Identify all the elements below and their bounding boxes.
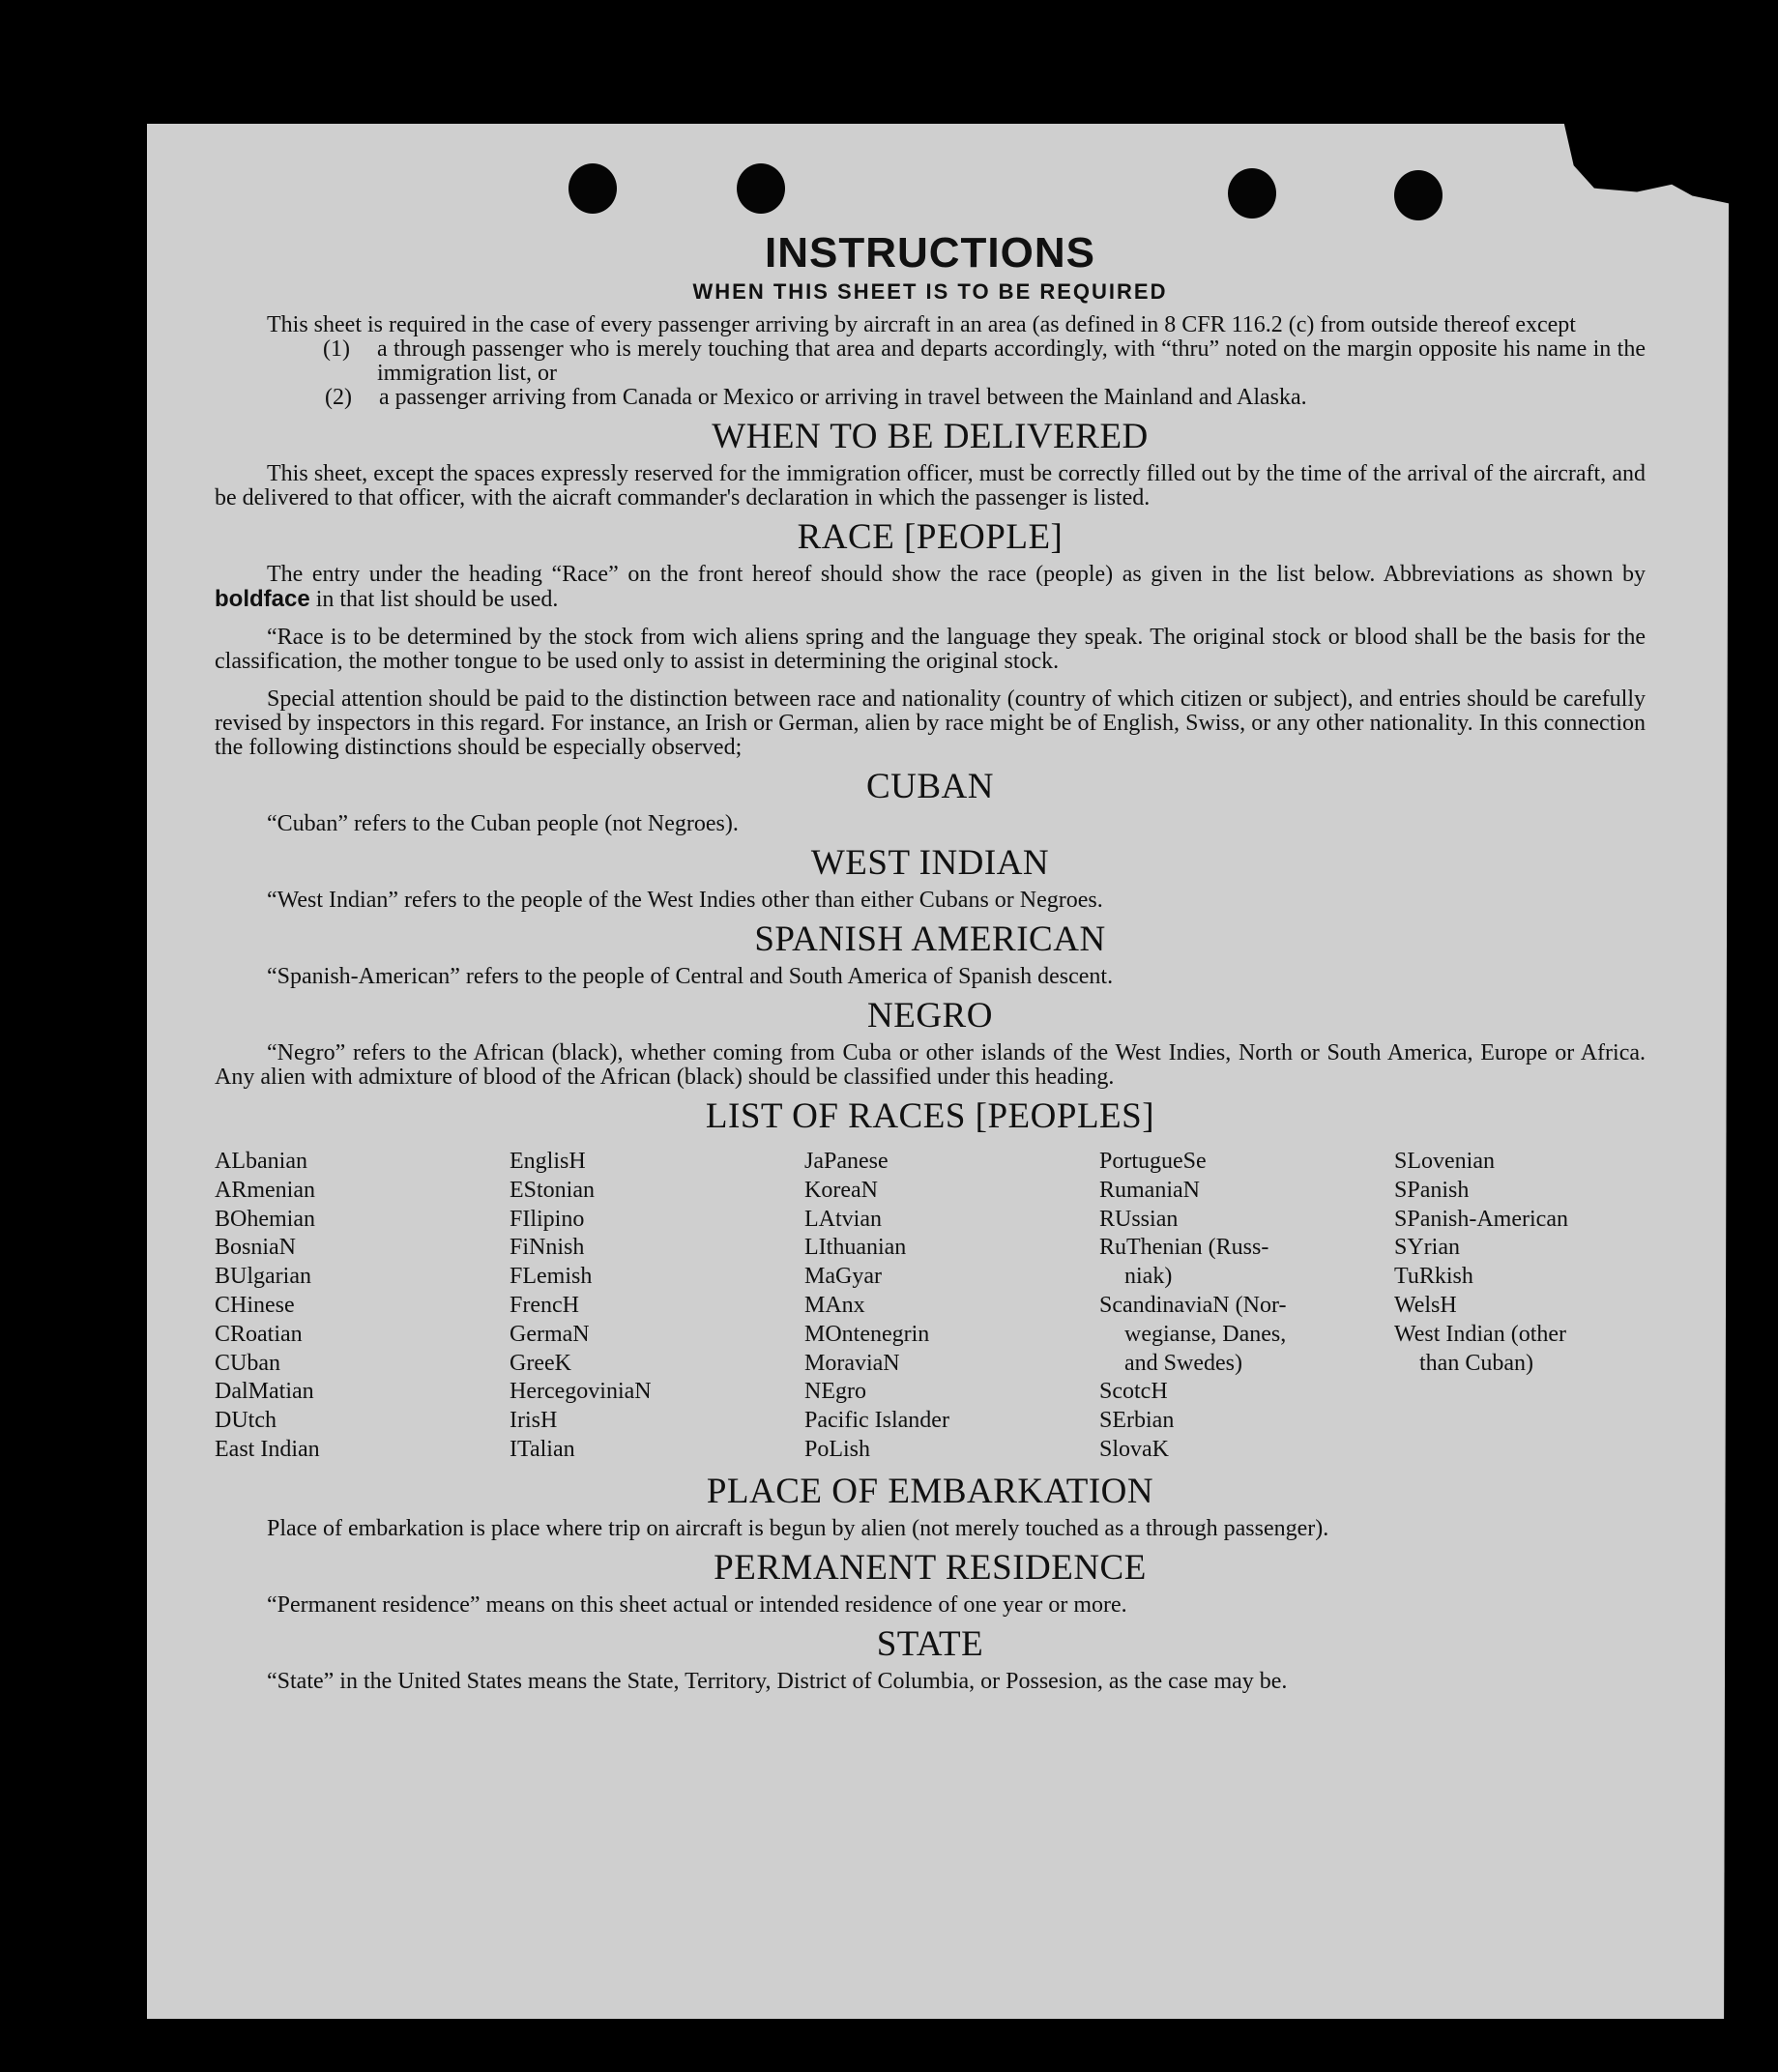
races-list: [215, 1148, 1646, 1465]
page-subtitle: WHEN THIS SHEET IS TO BE REQUIRED: [692, 279, 1168, 304]
race-entry: and Swedes): [1124, 1350, 1242, 1376]
exception-text: a passenger arriving from Canada or Mexico or arriving in travel between the Mainland and Alaska.: [379, 385, 1307, 410]
document-content: [215, 228, 1646, 1694]
page-title: INSTRUCTIONS: [765, 229, 1095, 277]
race-entry: SPanish: [1394, 1177, 1470, 1203]
race-entry: LAtvian: [804, 1206, 882, 1232]
race-entry: DUtch: [215, 1408, 277, 1434]
race-entry: MAnx: [804, 1292, 865, 1318]
race-entry: FrencH: [510, 1292, 579, 1318]
race-entry: East Indian: [215, 1436, 320, 1462]
race-entry: CHinese: [215, 1292, 295, 1318]
race-entry: NEgro: [804, 1379, 866, 1405]
residence-paragraph: “Permanent residence” means on this sheet actual or intended residence of one year or more.: [267, 1591, 1127, 1618]
section-heading-cuban: CUBAN: [865, 767, 995, 806]
exception-number: (2): [325, 385, 352, 410]
spanish-american-paragraph: “Spanish-American” refers to the people of Central and South America of Spanish descent.: [267, 964, 1114, 989]
race-entry: FLemish: [510, 1264, 593, 1290]
race-entry: GreeK: [510, 1350, 571, 1376]
punch-hole: [737, 163, 785, 214]
race-entry: MoraviaN: [804, 1350, 900, 1376]
race-entry: ScandinaviaN (Nor-: [1099, 1292, 1287, 1318]
race-entry: Pacific Islander: [804, 1408, 949, 1434]
race-entry: CRoatian: [215, 1321, 303, 1347]
race-entry: RuThenian (Russ-: [1099, 1235, 1269, 1261]
section-heading-spanish-american: SPANISH AMERICAN: [754, 919, 1106, 959]
race-entry: than Cuban): [1419, 1350, 1533, 1376]
race-entry: ITalian: [510, 1436, 575, 1462]
race-entry: BOhemian: [215, 1206, 315, 1232]
embarkation-paragraph: Place of embarkation is place where trip on aircraft is begun by alien (not merely touched as a through passenger).: [267, 1515, 1329, 1541]
punch-hole: [568, 163, 617, 214]
race-entry: PoLish: [804, 1436, 871, 1462]
cuban-paragraph: “Cuban” refers to the Cuban people (not Negroes).: [267, 811, 739, 836]
race-entry: SYrian: [1394, 1235, 1460, 1261]
race-entry: RumaniaN: [1099, 1177, 1200, 1203]
exception-item: [215, 386, 1646, 410]
race-entry: BosniaN: [215, 1235, 296, 1261]
race-entry: LIthuanian: [804, 1235, 907, 1261]
section-heading-race: RACE [PEOPLE]: [797, 517, 1064, 557]
race-entry: MOntenegrin: [804, 1321, 930, 1347]
race-entry: SLovenian: [1394, 1149, 1495, 1174]
race-entry: JaPanese: [804, 1149, 889, 1174]
race-entry: RUssian: [1099, 1206, 1179, 1232]
races-column: [215, 1148, 510, 1465]
race-entry: DalMatian: [215, 1379, 314, 1405]
race-entry: ScotcH: [1099, 1379, 1168, 1405]
section-heading-west-indian: WEST INDIAN: [810, 843, 1050, 883]
race-entry: ALbanian: [215, 1149, 307, 1174]
race-paragraph-2: “Race is to be determined by the stock from wich aliens spring and the language they speak. The original stock or blood shall be the basis for the classification, the mother tongue to be used only to assist in determining the original stock.: [215, 625, 1646, 674]
race-text: in that list should be used.: [309, 587, 559, 612]
race-entry: FiNnish: [510, 1235, 585, 1261]
exception-number: (1): [323, 336, 350, 362]
exception-text: a through passenger who is merely touching that area and departs accordingly, with “thru” noted on the margin opposite his name in the immigration list, or: [377, 336, 1646, 386]
race-entry: TuRkish: [1394, 1264, 1473, 1290]
punch-hole: [1228, 168, 1276, 219]
race-entry: WelsH: [1394, 1292, 1457, 1318]
race-entry: West Indian (other: [1394, 1321, 1567, 1347]
section-heading-negro: NEGRO: [867, 996, 993, 1036]
punch-hole: [1394, 170, 1443, 220]
section-heading-state: STATE: [876, 1623, 984, 1664]
exception-item: [215, 337, 1646, 386]
race-entry: IrisH: [510, 1408, 558, 1434]
race-paragraph-3: Special attention should be paid to the distinction between race and nationality (country of which citizen or subject), and entries should be carefully revised by inspectors in this regard. For instance, an Irish or German, alien by race might be of English, Swiss, or any other nationality. In this connection the following distinctions should be especially observed;: [215, 686, 1646, 760]
race-entry: ARmenian: [215, 1177, 315, 1203]
race-paragraph-1: [215, 563, 1646, 612]
race-text: The entry under the heading “Race” on the front hereof should show the race (people) as given in the list below. Abbreviations as shown by: [267, 562, 1646, 587]
race-entry: wegianse, Danes,: [1124, 1321, 1287, 1347]
race-entry: BUlgarian: [215, 1264, 311, 1290]
negro-paragraph: “Negro” refers to the African (black), whether coming from Cuba or other islands of the West Indies, North or South America, Europe or Africa. Any alien with admixture of blood of the African (black) should be classified under this heading.: [215, 1040, 1646, 1090]
race-entry: SPanish-American: [1394, 1206, 1568, 1232]
boldface-word: boldface: [215, 586, 310, 612]
races-column: [804, 1148, 1099, 1465]
races-column: [1099, 1148, 1394, 1465]
west-indian-paragraph: “West Indian” refers to the people of the West Indies other than either Cubans or Negroes.: [267, 888, 1103, 913]
intro-paragraph: This sheet is required in the case of every passenger arriving by aircraft in an area (as defined in 8 CFR 116.2 (c) from outside thereof except: [267, 312, 1576, 337]
race-entry: PortugueSe: [1099, 1149, 1207, 1174]
section-heading-embarkation: PLACE OF EMBARKATION: [706, 1471, 1154, 1511]
race-entry: EStonian: [510, 1177, 595, 1203]
delivered-paragraph: This sheet, except the spaces expressly reserved for the immigration officer, must be correctly filled out by the time of the arrival of the aircraft, and be delivered to that officer, with the aicraft commander's declaration in which the passenger is listed.: [215, 461, 1646, 511]
races-column: [1394, 1148, 1646, 1465]
race-entry: KoreaN: [804, 1177, 878, 1203]
race-entry: SErbian: [1099, 1408, 1175, 1434]
race-entry: GermaN: [510, 1321, 590, 1347]
race-entry: CUban: [215, 1350, 280, 1376]
section-heading-races-list: LIST OF RACES [PEOPLES]: [705, 1096, 1155, 1136]
races-column: [510, 1148, 804, 1465]
section-heading-residence: PERMANENT RESIDENCE: [714, 1547, 1147, 1588]
race-entry: HercegoviniaN: [510, 1379, 652, 1405]
race-entry: MaGyar: [804, 1264, 882, 1290]
race-entry: EnglisH: [510, 1149, 586, 1174]
race-entry: FIlipino: [510, 1206, 585, 1232]
section-heading-delivered: WHEN TO BE DELIVERED: [712, 417, 1149, 456]
state-paragraph: “State” in the United States means the State, Territory, District of Columbia, or Possesion, as the case may be.: [267, 1668, 1288, 1694]
race-entry: SlovaK: [1099, 1436, 1169, 1462]
race-entry: niak): [1124, 1264, 1173, 1290]
